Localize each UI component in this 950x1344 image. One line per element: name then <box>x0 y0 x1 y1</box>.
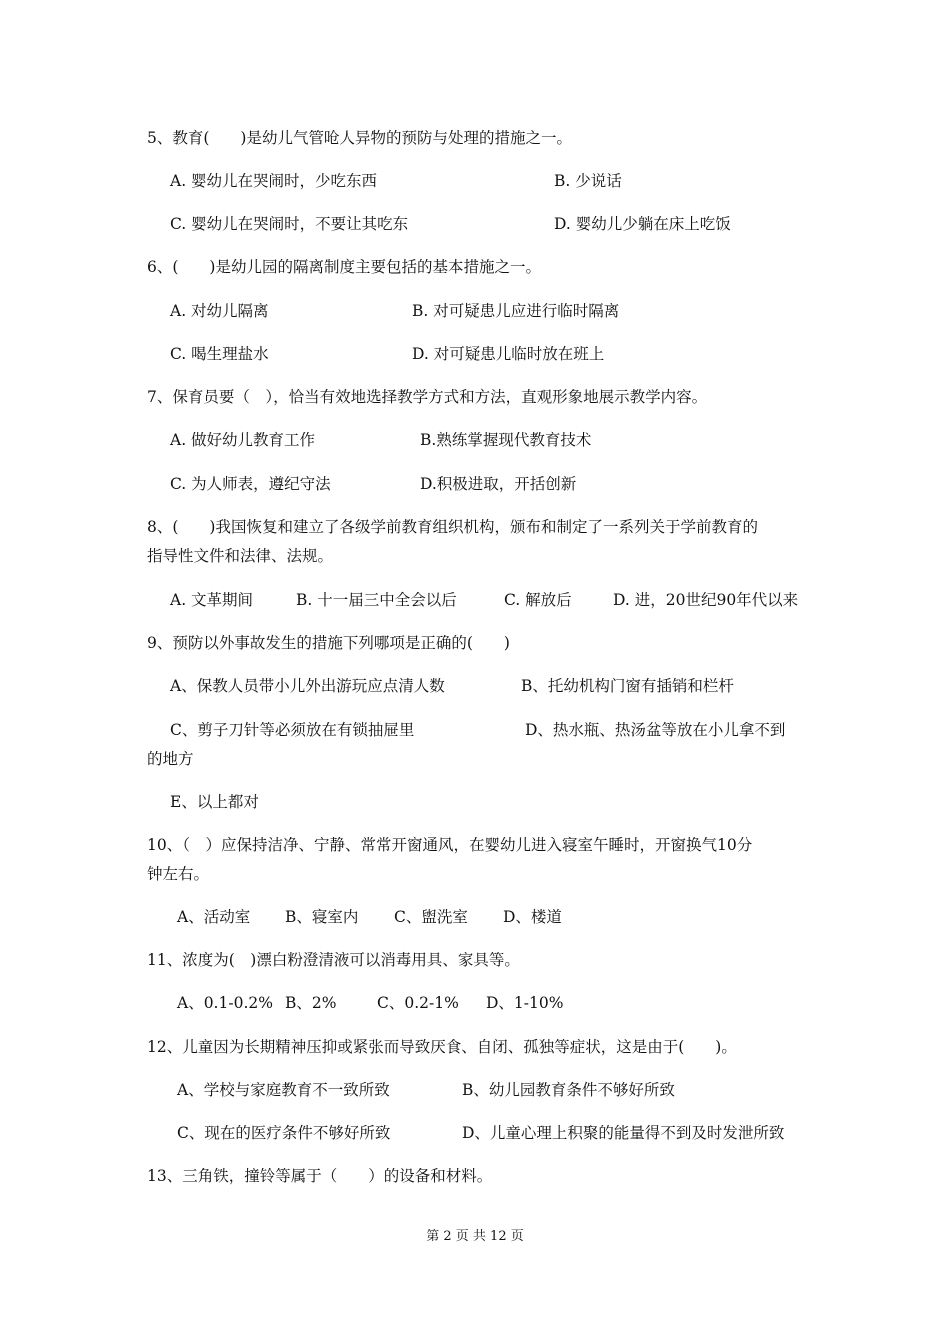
question-7-option-a: A. 做好幼儿教育工作 <box>170 431 316 449</box>
question-5-stem: 5、教育( )是幼儿气管呛人异物的预防与处理的措施之一。 <box>147 129 572 147</box>
question-11-option-c: C、0.2-1% <box>377 994 459 1012</box>
question-5-option-a: A. 婴幼儿在哭闹时，少吃东西 <box>170 172 378 190</box>
question-7-option-c: C. 为人师表，遵纪守法 <box>170 475 331 493</box>
question-6-stem: 6、( )是幼儿园的隔离制度主要包括的基本措施之一。 <box>147 258 541 276</box>
question-9-option-a: A、保教人员带小儿外出游玩应点清人数 <box>170 677 445 695</box>
question-11-stem: 11、浓度为( )漂白粉澄清液可以消毒用具、家具等。 <box>147 951 520 969</box>
question-7-option-b: B.熟练掌握现代教育技术 <box>420 431 592 449</box>
question-8-option-c: C. 解放后 <box>504 591 572 609</box>
question-6-option-d: D. 对可疑患儿临时放在班上 <box>412 345 605 363</box>
question-8-option-a: A. 文革期间 <box>170 591 254 609</box>
question-12-option-b: B、幼儿园教育条件不够好所致 <box>462 1081 675 1099</box>
question-10-option-d: D、楼道 <box>503 908 562 926</box>
question-11-option-a: A、0.1-0.2% <box>177 994 273 1012</box>
question-8-option-b: B. 十一届三中全会以后 <box>296 591 457 609</box>
question-6-option-a: A. 对幼儿隔离 <box>170 302 269 320</box>
question-7-option-d: D.积极进取，开括创新 <box>420 475 577 493</box>
question-8-stem-line-1: 8、( )我国恢复和建立了各级学前教育组织机构，颁布和制定了一系列关于学前教育的 <box>147 518 758 536</box>
question-10-option-a: A、活动室 <box>177 908 251 926</box>
question-6-option-b: B. 对可疑患儿应进行临时隔离 <box>412 302 620 320</box>
page-number-footer: 第 2 页 共 12 页 <box>426 1229 524 1244</box>
question-11-option-b: B、2% <box>285 994 337 1012</box>
question-9-option-b: B、托幼机构门窗有插销和栏杆 <box>521 677 734 695</box>
question-9-option-e: E、以上都对 <box>170 793 259 811</box>
question-9-option-d: D、热水瓶、热汤盆等放在小儿拿不到 <box>525 721 786 739</box>
question-9-option-d-continued: 的地方 <box>147 750 194 768</box>
question-8-option-d: D. 进，20世纪90年代以来 <box>613 591 799 609</box>
question-10-stem-line-1: 10、（ ）应保持洁净、宁静、常常开窗通风，在婴幼儿进入寝室午睡时，开窗换气10分 <box>147 836 753 854</box>
question-12-stem: 12、儿童因为长期精神压抑或紧张而导致厌食、自闭、孤独等症状，这是由于( )。 <box>147 1038 737 1056</box>
question-9-stem: 9、预防以外事故发生的措施下列哪项是正确的( ) <box>147 634 510 652</box>
question-10-stem-line-2: 钟左右。 <box>147 865 210 883</box>
question-5-option-b: B. 少说话 <box>554 172 622 190</box>
question-12-option-a: A、学校与家庭教育不一致所致 <box>177 1081 390 1099</box>
question-6-option-c: C. 喝生理盐水 <box>170 345 269 363</box>
question-10-option-c: C、盥洗室 <box>394 908 468 926</box>
question-12-option-c: C、现在的医疗条件不够好所致 <box>177 1124 391 1142</box>
question-7-stem: 7、保育员要（ ），恰当有效地选择教学方式和方法，直观形象地展示教学内容。 <box>147 388 708 406</box>
question-5-option-d: D. 婴幼儿少躺在床上吃饭 <box>554 215 731 233</box>
question-12-option-d: D、儿童心理上积聚的能量得不到及时发泄所致 <box>462 1124 785 1142</box>
question-11-option-d: D、1-10% <box>486 994 564 1012</box>
question-13-stem: 13、三角铁，撞铃等属于（ ）的设备和材料。 <box>147 1167 493 1185</box>
question-10-option-b: B、寝室内 <box>285 908 359 926</box>
question-8-stem-line-2: 指导性文件和法律、法规。 <box>147 547 334 565</box>
question-5-option-c: C. 婴幼儿在哭闹时，不要让其吃东 <box>170 215 409 233</box>
question-9-option-c: C、剪子刀针等必须放在有锁抽屉里 <box>170 721 415 739</box>
